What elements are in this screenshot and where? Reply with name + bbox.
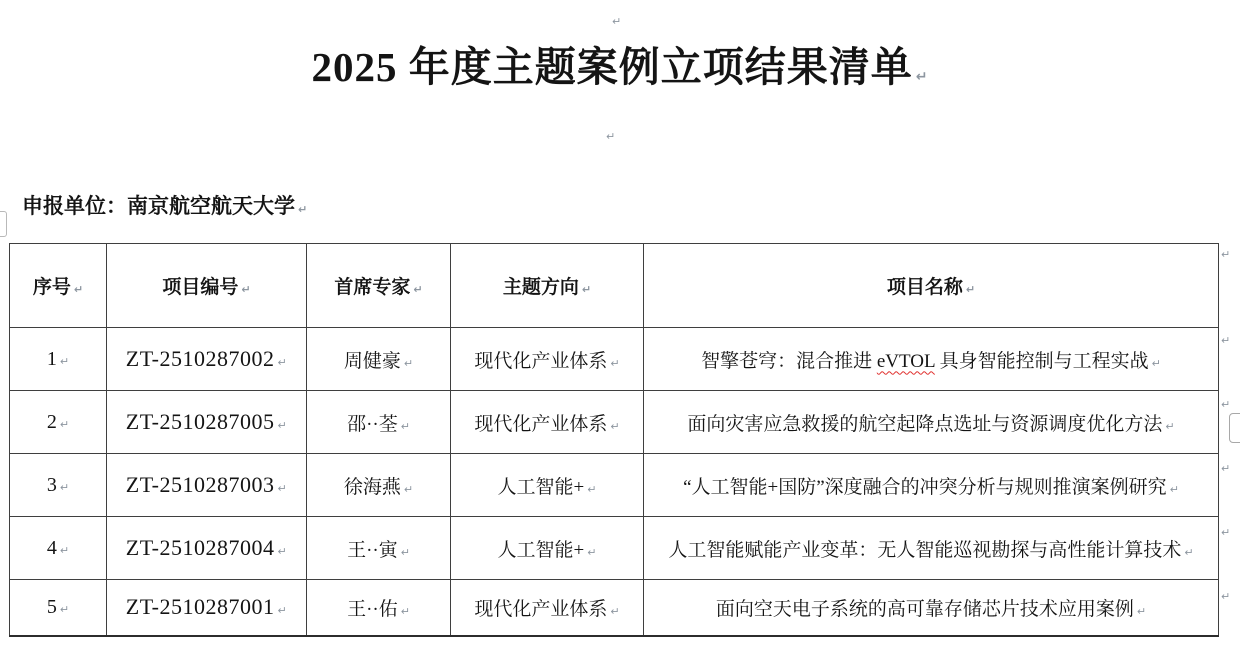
cell-project-name (644, 580, 1219, 636)
table-header-row (10, 244, 1219, 328)
cell-expert (307, 580, 451, 636)
expert-value: 周健豪 (343, 350, 401, 372)
code-value: ZT-2510287002 (125, 346, 275, 371)
code-value: ZT-2510287005 (125, 409, 275, 434)
cell-project-name (644, 328, 1219, 391)
paragraph-mark-icon: ↵ (241, 283, 251, 296)
paragraph-mark-icon: ↵ (1221, 590, 1231, 603)
header-direction-label: 主题方向 (502, 277, 579, 298)
paragraph-mark-icon: ↵ (1221, 334, 1231, 347)
header-name-label: 项目名称 (886, 277, 963, 298)
edge-handle-right (1229, 413, 1240, 443)
cell-project-name (644, 454, 1219, 517)
paragraph-mark-icon: ↵ (612, 15, 622, 28)
project-name-value: 人工智能赋能产业变革：无人智能巡视勘探与高性能计算技术 (668, 539, 1182, 561)
applicant-value: 南京航空航天大学 (127, 194, 295, 218)
direction-value: 现代化产业体系 (474, 413, 608, 435)
page-title (0, 44, 1240, 91)
seq-value: 2 (46, 410, 57, 433)
cell-direction (451, 580, 644, 636)
expert-value: 王··寅 (347, 539, 398, 561)
direction-value: 现代化产业体系 (474, 598, 608, 620)
paragraph-mark-icon: ↵ (965, 283, 976, 296)
paragraph-mark-icon: ↵ (587, 545, 597, 559)
header-code-label: 项目编号 (162, 277, 239, 298)
paragraph-mark-icon: ↵ (277, 604, 288, 618)
expert-value: 邵··荃 (347, 413, 398, 435)
paragraph-mark-icon: ↵ (59, 354, 70, 368)
expert-value: 王··佑 (347, 598, 398, 620)
cell-code (107, 517, 307, 580)
cell-direction (451, 517, 644, 580)
paragraph-mark-icon: ↵ (587, 482, 597, 496)
paragraph-mark-icon: ↵ (277, 356, 288, 369)
cell-expert (307, 391, 451, 454)
cell-seq (10, 328, 107, 391)
header-expert (307, 244, 451, 328)
cell-project-name (644, 391, 1219, 454)
paragraph-mark-icon: ↵ (610, 604, 620, 618)
paragraph-mark-icon: ↵ (277, 482, 288, 495)
cell-direction (451, 328, 644, 391)
header-seq-label: 序号 (32, 277, 71, 298)
project-name-pre: 智擎苍穹：混合推进 (701, 350, 877, 372)
project-name-post: 具身智能控制与工程实战 (934, 350, 1149, 372)
cell-code (107, 328, 307, 391)
seq-value: 5 (46, 595, 57, 618)
direction-value: 人工智能+ (497, 476, 585, 498)
cell-project-name (644, 517, 1219, 580)
code-value: ZT-2510287001 (125, 594, 275, 620)
cell-seq (10, 391, 107, 454)
cell-code (107, 391, 307, 454)
cell-code (107, 580, 307, 636)
header-seq (10, 244, 107, 328)
applicant-line (22, 190, 307, 220)
cell-expert (307, 328, 451, 391)
paragraph-mark-icon: ↵ (1184, 545, 1194, 559)
paragraph-mark-icon: ↵ (59, 417, 70, 431)
paragraph-mark-icon: ↵ (59, 480, 70, 494)
header-name (644, 244, 1219, 328)
header-code (107, 244, 307, 328)
paragraph-mark-icon: ↵ (403, 482, 414, 496)
project-name-value: 面向空天电子系统的高可靠存储芯片技术应用案例 (715, 598, 1134, 620)
paragraph-mark-icon: ↵ (1221, 248, 1231, 261)
paragraph-mark-icon: ↵ (400, 419, 410, 433)
cell-seq (10, 517, 107, 580)
table-row (10, 580, 1219, 636)
table-row (10, 328, 1219, 391)
header-expert-label: 首席专家 (334, 277, 411, 298)
project-name-value: “人工智能+国防”深度融合的冲突分析与规则推演案例研究 (683, 476, 1167, 498)
paragraph-mark-icon: ↵ (59, 602, 70, 616)
cell-seq (10, 454, 107, 517)
cell-direction (451, 454, 644, 517)
paragraph-mark-icon: ↵ (1169, 482, 1179, 496)
paragraph-mark-icon: ↵ (400, 545, 410, 559)
paragraph-mark-icon: ↵ (581, 283, 592, 296)
direction-value: 现代化产业体系 (474, 350, 608, 372)
code-value: ZT-2510287003 (125, 472, 275, 497)
page-title-text: 2025 年度主题案例立项结果清单 (311, 44, 913, 90)
cell-expert (307, 517, 451, 580)
paragraph-mark-icon: ↵ (1151, 356, 1161, 370)
paragraph-mark-icon: ↵ (73, 283, 84, 296)
paragraph-mark-icon: ↵ (1136, 604, 1147, 618)
table-row (10, 454, 1219, 517)
paragraph-mark-icon: ↵ (915, 69, 929, 85)
spellcheck-flagged-word: eVTOL (876, 350, 935, 372)
seq-value: 4 (46, 536, 57, 559)
expert-value: 徐海燕 (343, 476, 401, 498)
cell-code (107, 454, 307, 517)
cell-seq (10, 580, 107, 636)
paragraph-mark-icon: ↵ (606, 130, 616, 143)
paragraph-mark-icon: ↵ (610, 419, 620, 433)
paragraph-mark-icon: ↵ (1165, 419, 1175, 433)
applicant-label: 申报单位： (22, 194, 127, 218)
direction-value: 人工智能+ (497, 539, 585, 561)
paragraph-mark-icon: ↵ (298, 203, 308, 216)
cell-direction (451, 391, 644, 454)
paragraph-mark-icon: ↵ (413, 283, 423, 296)
cell-expert (307, 454, 451, 517)
code-value: ZT-2510287004 (125, 535, 275, 560)
paragraph-mark-icon: ↵ (1221, 526, 1231, 539)
paragraph-mark-icon: ↵ (400, 604, 410, 618)
results-table (9, 243, 1219, 637)
edge-handle-left (0, 211, 7, 237)
table-row (10, 391, 1219, 454)
header-direction (451, 244, 644, 328)
paragraph-mark-icon: ↵ (403, 356, 414, 370)
seq-value: 3 (46, 473, 57, 496)
project-name-value: 面向灾害应急救援的航空起降点选址与资源调度优化方法 (687, 413, 1163, 435)
paragraph-mark-icon: ↵ (277, 545, 288, 558)
paragraph-mark-icon: ↵ (1221, 398, 1231, 411)
table-row (10, 517, 1219, 580)
paragraph-mark-icon: ↵ (277, 419, 288, 432)
paragraph-mark-icon: ↵ (59, 543, 70, 557)
paragraph-mark-icon: ↵ (1221, 462, 1231, 475)
seq-value: 1 (46, 347, 57, 370)
paragraph-mark-icon: ↵ (610, 356, 620, 370)
